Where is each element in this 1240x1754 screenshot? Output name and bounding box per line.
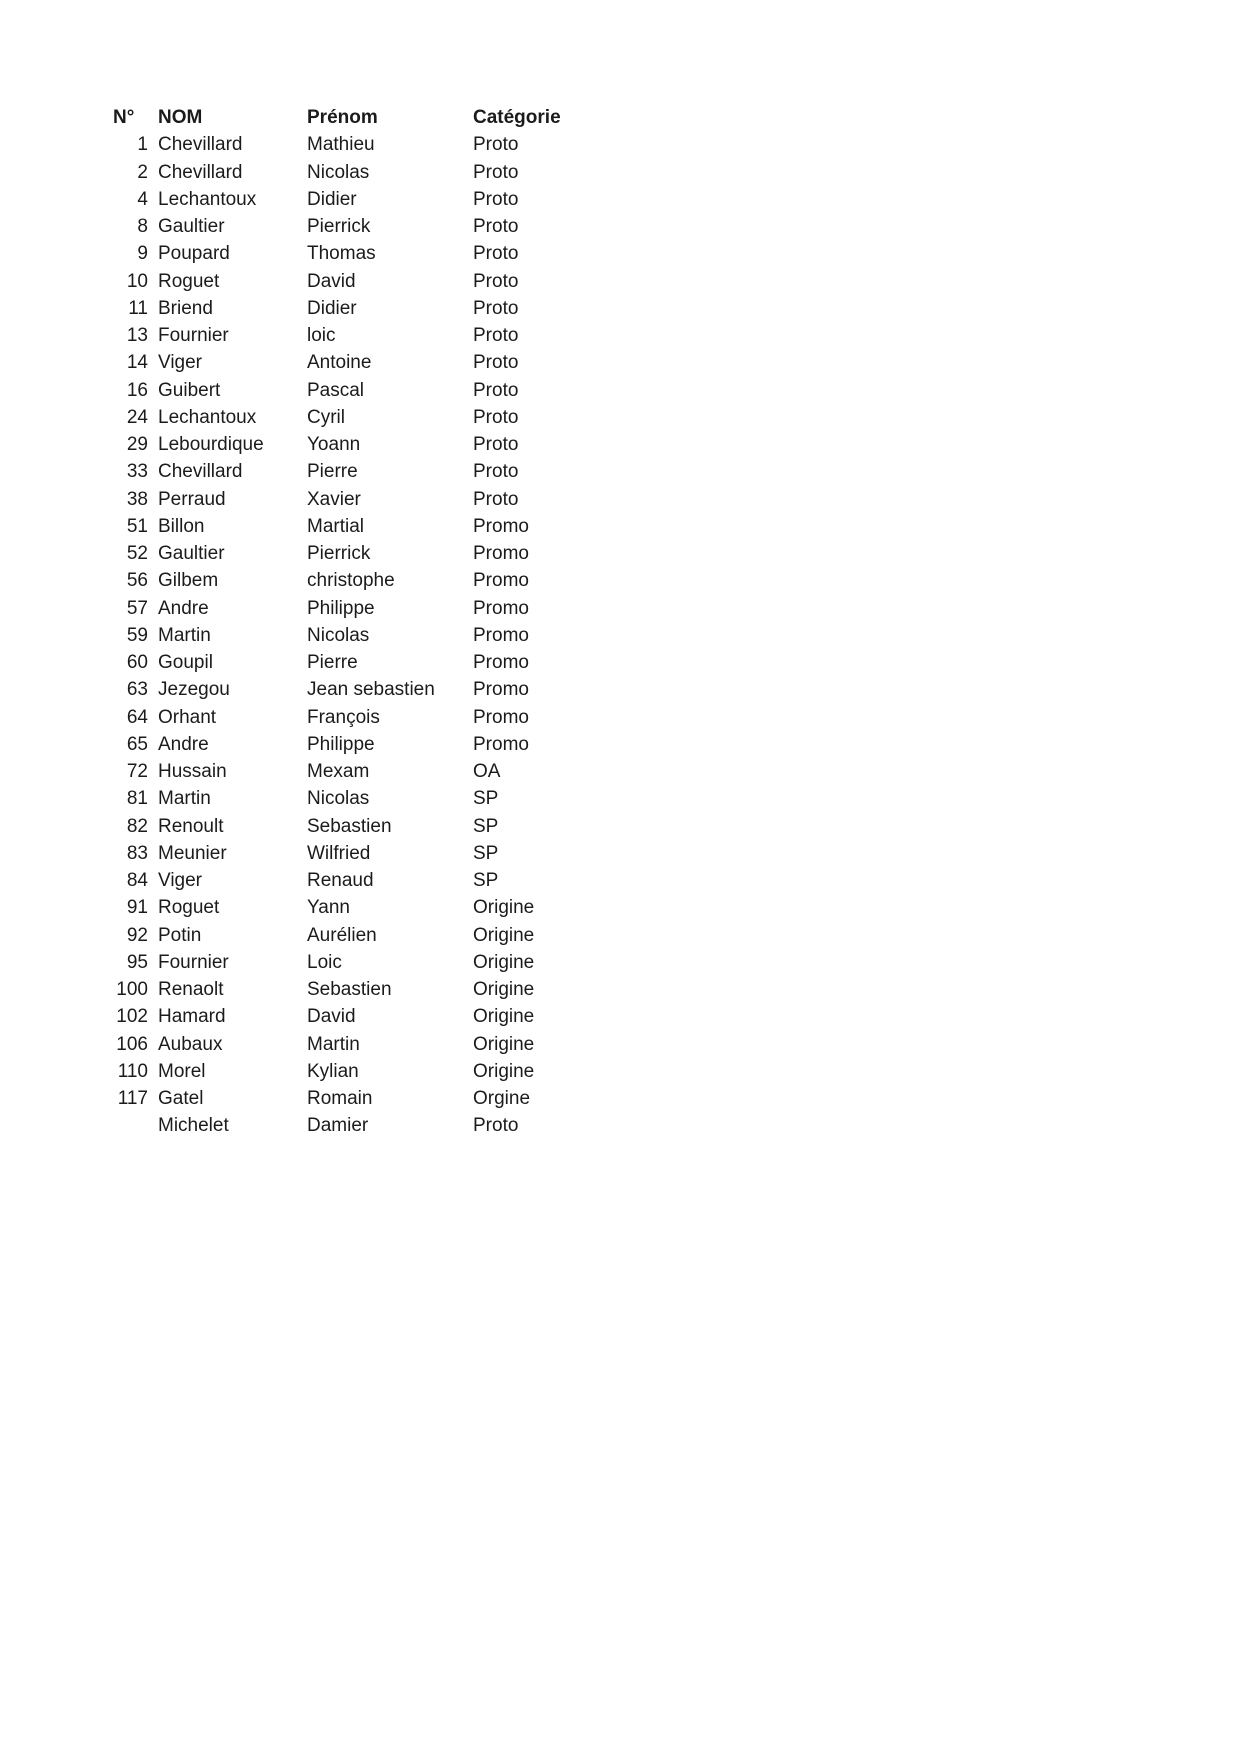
table-row — [100, 131, 633, 158]
cell-number: 82 — [126, 815, 148, 837]
cell-lastname: Billon — [158, 515, 205, 537]
table-row — [100, 622, 633, 649]
cell-firstname: christophe — [307, 570, 395, 592]
cell-number: 59 — [126, 624, 148, 646]
table-row — [100, 213, 633, 240]
cell-category: Proto — [473, 325, 519, 346]
table-row — [100, 731, 633, 758]
cell-category: Promo — [473, 570, 529, 592]
column-header-firstname: Prénom — [307, 107, 378, 128]
cell-category: Origine — [473, 1060, 535, 1082]
cell-number: 8 — [137, 216, 148, 237]
cell-lastname: Chevillard — [158, 161, 243, 183]
table-row — [100, 840, 633, 867]
cell-firstname: Martial — [307, 515, 365, 537]
table-row — [100, 867, 633, 894]
cell-firstname: Xavier — [307, 488, 361, 510]
cell-number: 92 — [126, 924, 148, 946]
table-row — [100, 240, 633, 267]
cell-lastname: Meunier — [158, 842, 227, 864]
cell-lastname: Gilbem — [158, 570, 219, 592]
table-row — [100, 649, 633, 676]
cell-firstname: Didier — [307, 188, 357, 210]
cell-category: Proto — [473, 161, 519, 183]
cell-number: 38 — [126, 488, 148, 510]
cell-category: Promo — [473, 733, 529, 755]
cell-number: 106 — [116, 1033, 148, 1055]
cell-firstname: Pierre — [307, 652, 358, 673]
table-row — [100, 976, 633, 1003]
cell-number: 117 — [117, 1088, 148, 1109]
cell-category: SP — [473, 815, 499, 837]
table-row — [100, 567, 633, 594]
cell-category: Origine — [473, 1033, 535, 1055]
table-row — [100, 377, 633, 404]
table-row — [100, 758, 633, 785]
cell-firstname: loic — [307, 325, 336, 346]
cell-lastname: Lechantoux — [158, 406, 257, 428]
cell-category: SP — [473, 870, 499, 891]
cell-category: Proto — [473, 434, 519, 455]
cell-firstname: Didier — [307, 297, 357, 319]
table-row — [100, 595, 633, 622]
cell-lastname: Potin — [158, 924, 202, 946]
cell-lastname: Aubaux — [158, 1033, 223, 1055]
cell-category: Orgine — [473, 1088, 531, 1109]
cell-number: 64 — [126, 706, 148, 728]
table-row — [100, 676, 633, 703]
cell-number: 83 — [126, 842, 148, 864]
cell-firstname: Damier — [307, 1115, 369, 1137]
cell-number: 33 — [126, 461, 148, 483]
cell-category: Proto — [473, 188, 519, 210]
table-row — [100, 785, 633, 812]
cell-category: Origine — [473, 924, 535, 946]
cell-lastname: Chevillard — [158, 134, 243, 156]
cell-firstname: François — [307, 706, 380, 728]
cell-firstname: Loic — [307, 951, 342, 973]
cell-firstname: David — [307, 270, 356, 292]
cell-category: Proto — [473, 297, 519, 319]
cell-lastname: Perraud — [158, 488, 226, 510]
cell-category: Proto — [473, 406, 519, 428]
table-row — [100, 186, 633, 213]
cell-number: 2 — [137, 161, 148, 183]
cell-number: 63 — [126, 679, 148, 701]
cell-firstname: Kylian — [307, 1060, 359, 1082]
cell-lastname: Morel — [158, 1060, 206, 1082]
table-row — [100, 159, 633, 186]
cell-category: Origine — [473, 1006, 535, 1028]
cell-number — [100, 1112, 150, 1139]
cell-number: 13 — [126, 325, 148, 346]
cell-firstname: Pierrick — [307, 543, 371, 564]
cell-number: 14 — [126, 352, 148, 374]
cell-lastname: Gaultier — [158, 543, 225, 564]
table-row — [100, 1085, 633, 1112]
cell-number: 110 — [117, 1060, 148, 1082]
table-body — [100, 131, 633, 1139]
cell-lastname: Gatel — [158, 1088, 204, 1109]
cell-firstname: Cyril — [307, 406, 345, 428]
cell-lastname: Hamard — [158, 1006, 226, 1028]
cell-lastname: Roguet — [158, 897, 220, 919]
table-row — [100, 513, 633, 540]
cell-category: Promo — [473, 624, 529, 646]
cell-firstname: Nicolas — [307, 161, 370, 183]
cell-firstname: Mexam — [307, 761, 370, 782]
cell-firstname: Yann — [307, 897, 350, 919]
cell-category: Proto — [473, 216, 519, 237]
table-row — [100, 894, 633, 921]
cell-firstname: Nicolas — [307, 624, 370, 646]
column-header-number: N° — [113, 107, 135, 128]
cell-number: 95 — [126, 951, 148, 973]
cell-firstname: Renaud — [307, 870, 374, 891]
table-row — [100, 813, 633, 840]
cell-category: Promo — [473, 543, 529, 564]
cell-lastname: Andre — [158, 733, 209, 755]
table-row — [100, 486, 633, 513]
cell-lastname: Renaolt — [158, 979, 224, 1000]
cell-lastname: Martin — [158, 788, 211, 810]
cell-firstname: Martin — [307, 1033, 360, 1055]
cell-category: Promo — [473, 706, 529, 728]
table-row — [100, 404, 633, 431]
cell-number: 84 — [126, 870, 148, 891]
cell-lastname: Guibert — [158, 379, 221, 401]
table-row — [100, 349, 633, 376]
cell-number: 72 — [126, 761, 148, 782]
cell-lastname: Gaultier — [158, 216, 225, 237]
cell-number: 10 — [126, 270, 148, 292]
cell-number: 24 — [126, 406, 148, 428]
table-row — [100, 922, 633, 949]
cell-firstname: Pierrick — [307, 216, 371, 237]
cell-category: Proto — [473, 270, 519, 292]
cell-category: SP — [473, 788, 499, 810]
cell-category: Promo — [473, 652, 529, 673]
cell-number: 4 — [137, 188, 148, 210]
cell-lastname: Lechantoux — [158, 188, 257, 210]
table-row — [100, 1031, 633, 1058]
cell-firstname: Sebastien — [307, 815, 392, 837]
cell-firstname: Romain — [307, 1088, 373, 1109]
cell-number: 91 — [126, 897, 148, 919]
cell-firstname: Pascal — [307, 379, 365, 401]
column-header-lastname: NOM — [158, 107, 203, 128]
cell-category: SP — [473, 842, 499, 864]
cell-firstname: Sebastien — [307, 979, 392, 1000]
cell-number: 52 — [126, 543, 148, 564]
cell-category: Promo — [473, 597, 529, 619]
table-header-row — [100, 104, 633, 131]
table-row — [100, 540, 633, 567]
cell-category: Origine — [473, 951, 535, 973]
cell-firstname: Wilfried — [307, 842, 371, 864]
cell-firstname: Aurélien — [307, 924, 377, 946]
cell-category: Proto — [473, 461, 519, 483]
table-row — [100, 295, 633, 322]
cell-lastname: Martin — [158, 624, 211, 646]
cell-number: 9 — [137, 243, 148, 265]
cell-firstname: David — [307, 1006, 356, 1028]
cell-lastname: Briend — [158, 297, 213, 319]
cell-lastname: Andre — [158, 597, 209, 619]
cell-number: 29 — [126, 434, 148, 455]
roster-table — [100, 104, 633, 1140]
cell-number: 57 — [126, 597, 148, 619]
cell-number: 65 — [126, 733, 148, 755]
cell-lastname: Orhant — [158, 706, 217, 728]
cell-category: Proto — [473, 243, 519, 265]
cell-category: Proto — [473, 379, 519, 401]
column-header-category: Catégorie — [473, 107, 561, 128]
table-row — [100, 1003, 633, 1030]
cell-category: Proto — [473, 352, 519, 374]
table-row — [100, 704, 633, 731]
cell-number: 11 — [128, 297, 148, 319]
cell-lastname: Hussain — [158, 761, 227, 782]
cell-lastname: Michelet — [158, 1115, 229, 1137]
cell-number: 102 — [116, 1006, 148, 1028]
cell-firstname: Nicolas — [307, 788, 370, 810]
table-row — [100, 1058, 633, 1085]
cell-number: 1 — [137, 134, 148, 156]
cell-firstname: Mathieu — [307, 134, 375, 156]
cell-category: OA — [473, 761, 501, 782]
cell-lastname: Goupil — [158, 652, 213, 673]
table-row — [100, 322, 633, 349]
cell-number: 60 — [126, 652, 148, 673]
cell-firstname: Philippe — [307, 597, 375, 619]
cell-category: Proto — [473, 134, 519, 156]
cell-number: 16 — [126, 379, 148, 401]
cell-number: 81 — [126, 788, 148, 810]
table-row — [100, 431, 633, 458]
table-row — [100, 268, 633, 295]
cell-lastname: Renoult — [158, 815, 224, 837]
cell-category: Proto — [473, 1115, 519, 1137]
cell-number: 100 — [116, 979, 148, 1000]
cell-lastname: Poupard — [158, 243, 230, 265]
cell-number: 56 — [126, 570, 148, 592]
cell-lastname: Jezegou — [158, 679, 230, 701]
cell-lastname: Fournier — [158, 951, 229, 973]
table-row — [100, 458, 633, 485]
cell-category: Promo — [473, 515, 529, 537]
cell-firstname: Jean sebastien — [307, 679, 435, 701]
cell-firstname: Yoann — [307, 434, 361, 455]
cell-number: 51 — [126, 515, 148, 537]
cell-lastname: Viger — [158, 352, 203, 374]
cell-firstname: Antoine — [307, 352, 372, 374]
cell-firstname: Philippe — [307, 733, 375, 755]
cell-firstname: Pierre — [307, 461, 358, 483]
cell-category: Origine — [473, 979, 535, 1000]
cell-category: Proto — [473, 488, 519, 510]
table-row — [100, 949, 633, 976]
cell-lastname: Fournier — [158, 325, 229, 346]
cell-firstname: Thomas — [307, 243, 376, 265]
cell-lastname: Viger — [158, 870, 203, 891]
cell-lastname: Lebourdique — [158, 434, 264, 455]
cell-category: Origine — [473, 897, 535, 919]
cell-category: Promo — [473, 679, 529, 701]
cell-lastname: Chevillard — [158, 461, 243, 483]
table-row — [100, 1112, 633, 1139]
cell-lastname: Roguet — [158, 270, 220, 292]
